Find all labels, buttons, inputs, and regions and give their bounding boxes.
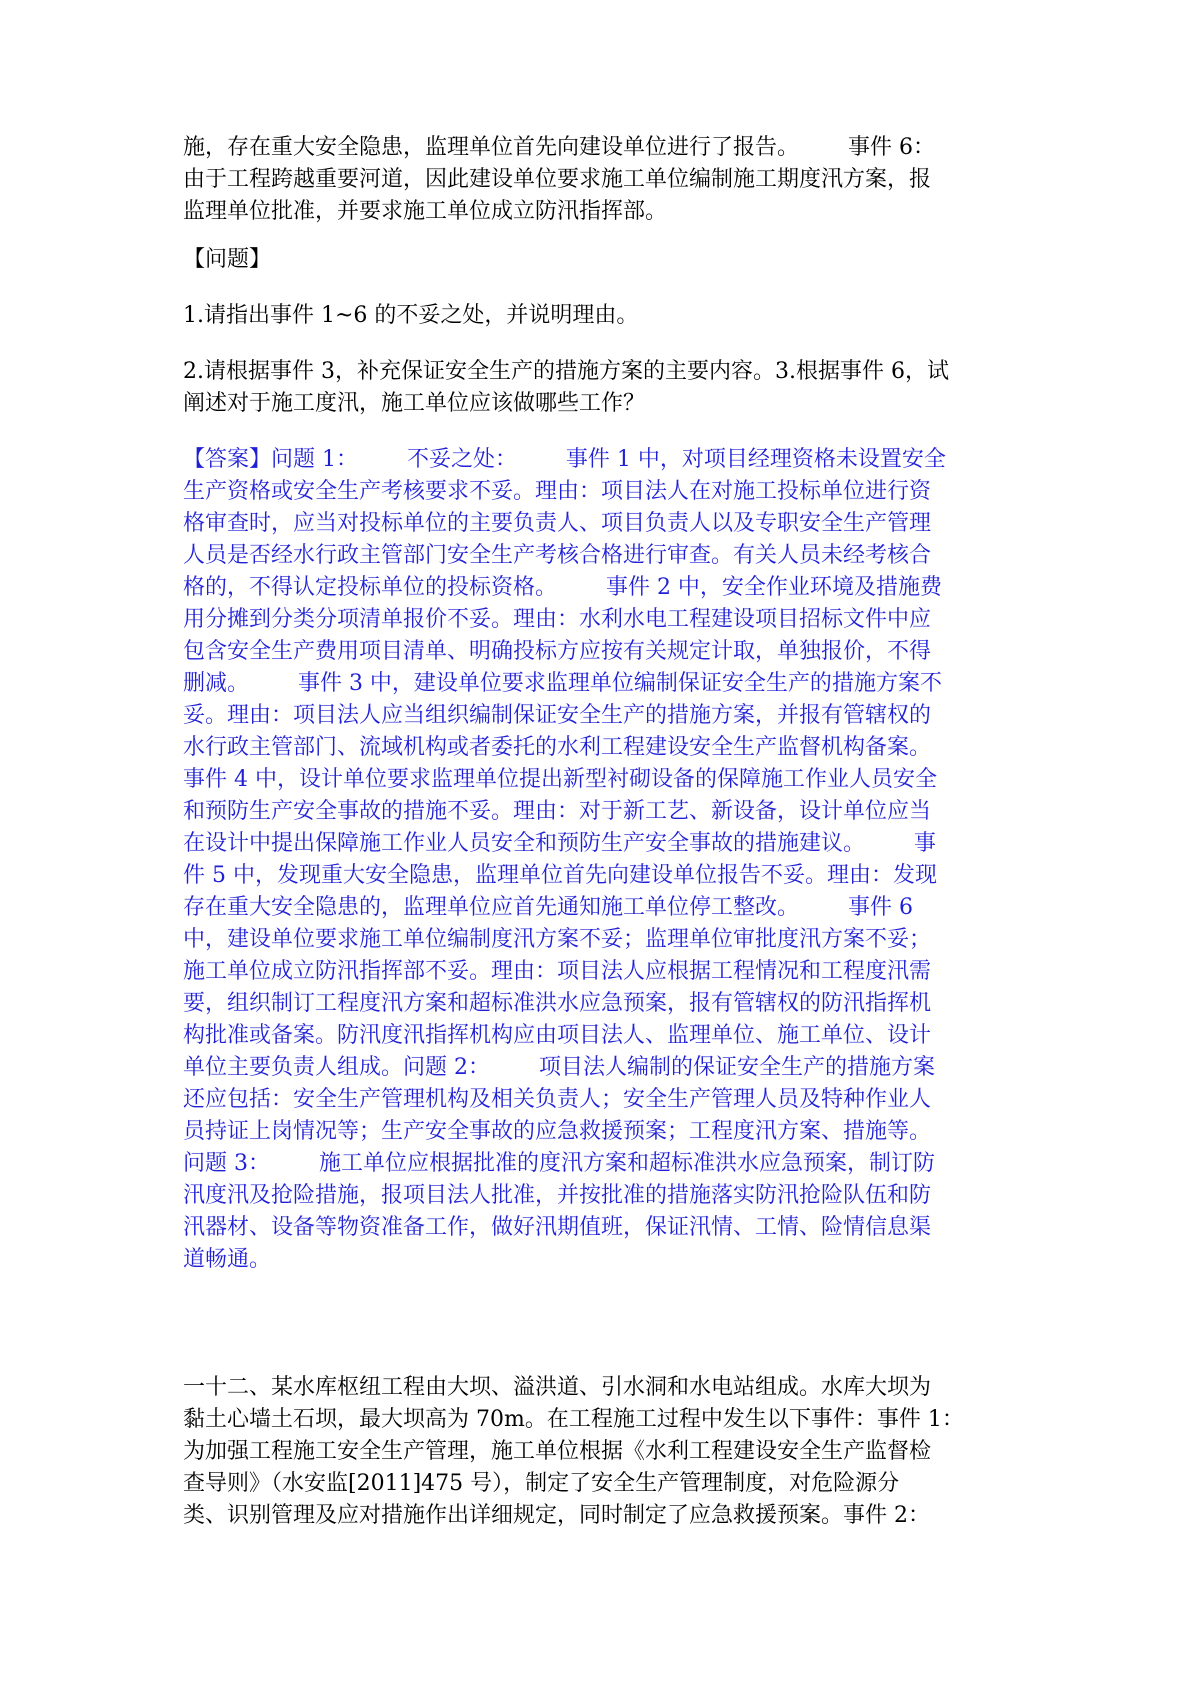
answer-paragraph: 【答案】问题 1： 不妥之处： 事件 1 中，对项目经理资格未设置安全 生产资格或安全生产考核要求不妥。理由：项目法人在对施工投标单位进行资 格审查时，应当对投标单位的主要负责人、项目负责人以及专职安全生产管理 人员是否经水行政主管部门安全生产考核合格进行审查。有关人员未经考核合 格的，不得认定投标单位的投标资格。 事件 2 中，安全作业环境及措施费 用分摊到分类分项清单报价不妥。理由：水利水电工程建设项目招标文件中应 包含安全生产费用项目清单、明确投标方应按有关规定计取，单独报价，不得 删减。 事件 3 中，建设单位要求监理单位编制保证安全生产的措施方案不 妥。理由：项目法人应当组织编制保证安全生产的措施方案，并报有管辖权的 水行政主管部门、流域机构或者委托的水利工程建设安全生产监督机构备案。 事件 4 中，设计单位要求监理单位提出新型衬砌设备的保障施工作业人员安全 和预防生产安全事故的措施不妥。理由：对于新工艺、新设备，设计单位应当 在设计中提出保障施工作业人员安全和预防生产安全事故的措施建议。 事 件 5 中，发现重大安全隐患，监理单位首先向建设单位报告不妥。理由：发现 存在重大安全隐患的，监理单位应首先通知施工单位停工整改。 事件 6 中，建设单位要求施工单位编制度汛方案不妥；监理单位审批度汛方案不妥； 施工单位成立防汛指挥部不妥。理由：项目法人应根据工程情况和工程度汛需 要，组织制订工程度汛方案和超标准洪水应急预案，报有管辖权的防汛指挥机 构批准或备案。防汛度汛指挥机构应由项目法人、监理单位、施工单位、设计 单位主要负责人组成。问题 2： 项目法人编制的保证安全生产的措施方案 还应包括：安全生产管理机构及相关负责人；安全生产管理人员及特种作业人 员持证上岗情况等；生产安全事故的应急救援预案；工程度汛方案、措施等。 问题 3： 施工单位应根据批准的度汛方案和超标准洪水应急预案，制订防 汛度汛及抢险措施，报项目法人批准，并按批准的措施落实防汛抢险队伍和防 汛器材、设备等物资准备工作，做好汛期值班，保证汛情、工情、险情信息渠 道畅通。 bbox=[183, 447, 946, 1272]
question-2-3: 2.请根据事件 3，补充保证安全生产的措施方案的主要内容。3.根据事件 6，试 阐述对于施工度汛，施工单位应该做哪些工作？ bbox=[183, 359, 949, 416]
question-header: 【问题】 bbox=[183, 247, 272, 272]
next-problem-paragraph: 一十二、某水库枢纽工程由大坝、溢洪道、引水洞和水电站组成。水库大坝为 黏土心墙土石坝，最大坝高为 70m。在工程施工过程中发生以下事件：事件 1： 为加强工程施工安全生产管理，施工单位根据《水利工程建设安全生产监督检 查导则》（水安监[2011]475 号），制定了安全生产管理制度，对危险源分 类、识别管理及应对措施作出详细规定，同时制定了应急救援预案。事件 2： bbox=[183, 1375, 964, 1528]
case-intro-paragraph: 施，存在重大安全隐患，监理单位首先向建设单位进行了报告。 事件 6： 由于工程跨越重要河道，因此建设单位要求施工单位编制施工期度汛方案，报 监理单位批准，并要求施工单位成立防汛指挥部。 bbox=[183, 135, 935, 224]
question-1: 1.请指出事件 1~6 的不妥之处，并说明理由。 bbox=[183, 303, 639, 328]
